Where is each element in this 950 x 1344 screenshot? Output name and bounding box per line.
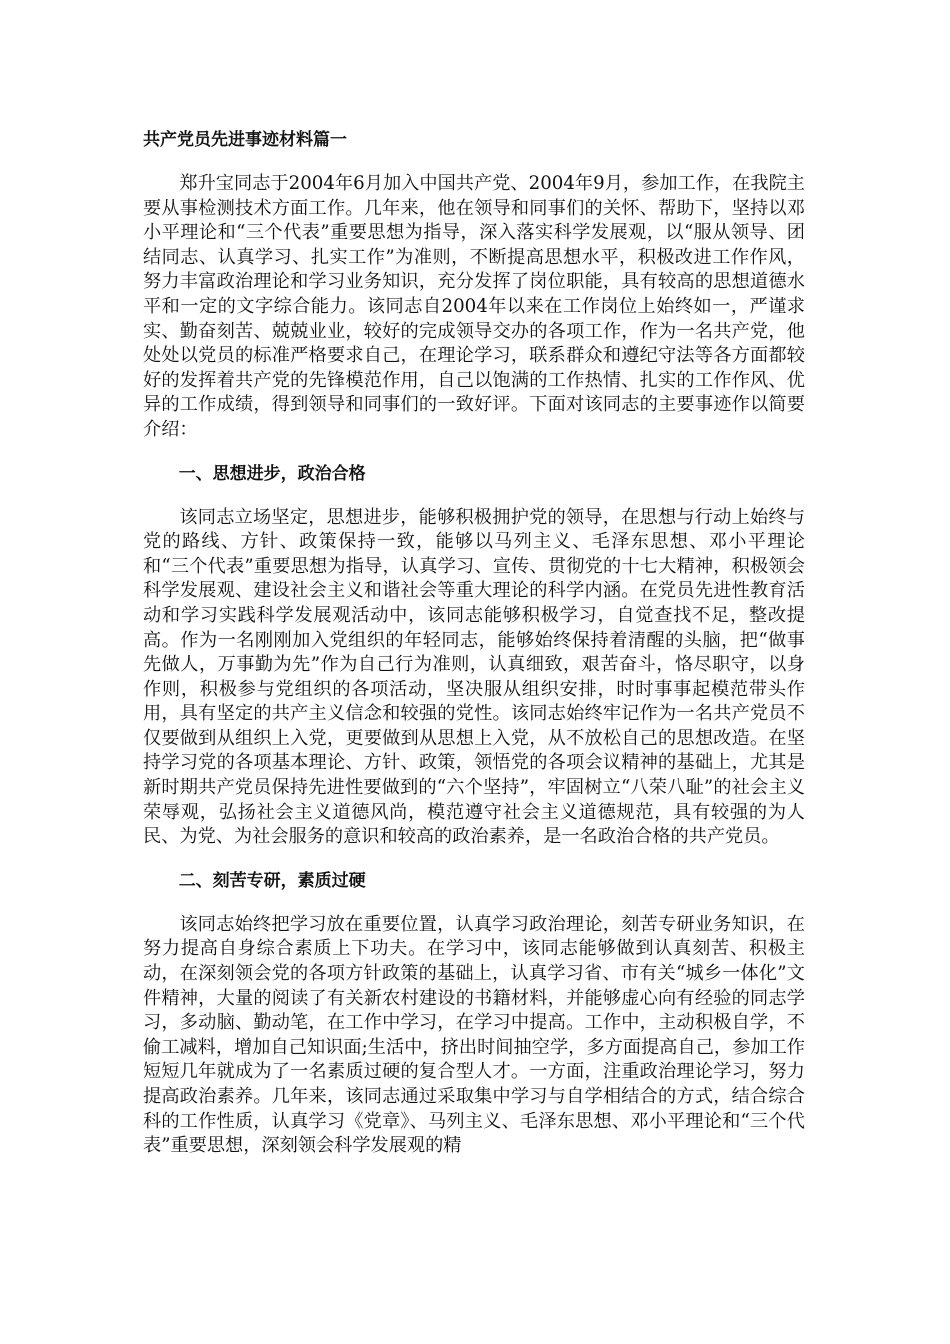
intro-paragraph: 郑升宝同志于2004年6月加入中国共产党、2004年9月，参加工作，在我院主要从事检测技术方面工作。几年来，他在领导和同事们的关怀、帮助下，坚持以邓小平理论和“三个代表”重要思想为指导，深入落实科学发展观，以“服从领导、团结同志、认真学习、扎实工作”为准则，不断提高思想水平，积极改进工作作风，努力丰富政治理论和学习业务知识，充分发挥了岗位职能，具有较高的思想道德水平和一定的文字综合能力。该同志自2004年以来在工作岗位上始终如一，严谨求实、勤奋刻苦、兢兢业业，较好的完成领导交办的各项工作，作为一名共产党，他处处以党员的标准严格要求自己，在理论学习，联系群众和遵纪守法等各方面都较好的发挥着共产党的先锋模范作用，自己以饱满的工作热情、扎实的工作作风、优异的工作成绩，得到领导和同事们的一致好评。下面对该同志的主要事迹作以简要介绍：	[143, 173, 805, 440]
section-1-paragraph: 该同志立场坚定，思想进步，能够积极拥护党的领导，在思想与行动上始终与党的路线、方针、政策保持一致，能够以马列主义、毛泽东思想、邓小平理论和“三个代表”重要思想为指导，认真学习、宣传、贯彻党的十七大精神，积极领会科学发展观、建设社会主义和谐社会等重大理论的科学内涵。在党员先进性教育活动和学习实践科学发展观活动中，该同志能够积极学习，自觉查找不足，整改提高。作为一名刚刚加入党组织的年轻同志，能够始终保持着清醒的头脑，把“做事先做人，万事勤为先”作为自己行为准则，认真细致，艰苦奋斗，恪尽职守，以身作则，积极参与党组织的各项活动，坚决服从组织安排，时时事事起模范带头作用，具有坚定的共产主义信念和较强的党性。该同志始终牢记作为一名共产党员不仅要做到从组织上入党，更要做到从思想上入党，从不放松自己的思想改造。在坚持学习党的各项基本理论、方针、政策，领悟党的各项会议精神的基础上，尤其是新时期共产党员保持先进性要做到的“六个坚持”，牢固树立“八荣八耻”的社会主义荣辱观，弘扬社会主义道德风尚，模范遵守社会主义道德规范，具有较强的为人民、为党、为社会服务的意识和较高的政治素养，是一名政治合格的共产党员。	[143, 506, 805, 848]
document-title: 共产党员先进事迹材料篇一	[143, 130, 347, 150]
section-2-paragraph: 该同志始终把学习放在重要位置，认真学习政治理论，刻苦专研业务知识，在努力提高自身综合素质上下功夫。在学习中，该同志能够做到认真刻苦、积极主动，在深刻领会党的各项方针政策的基础上，认真学习省、市有关“城乡一体化”文件精神，大量的阅读了有关新农村建设的书籍材料，并能够虚心向有经验的同志学习，多动脑、勤动笔，在工作中学习，在学习中提高。工作中，主动积极自学，不偷工减料，增加自己知识面;生活中，挤出时间抽空学，多方面提高自己，参加工作短短几年就成为了一名素质过硬的复合型人才。一方面，注重政治理论学习，努力提高政治素养。几年来，该同志通过采取集中学习与自学相结合的方式，结合综合科的工作性质，认真学习《党章》、马列主义、毛泽东思想、邓小平理论和“三个代表”重要思想，深刻领会科学发展观的精	[143, 913, 805, 1157]
section-2-heading: 二、刻苦专研，素质过硬	[178, 870, 366, 891]
document-body	[143, 128, 805, 1159]
section-1-heading: 一、思想进步，政治合格	[178, 463, 366, 484]
